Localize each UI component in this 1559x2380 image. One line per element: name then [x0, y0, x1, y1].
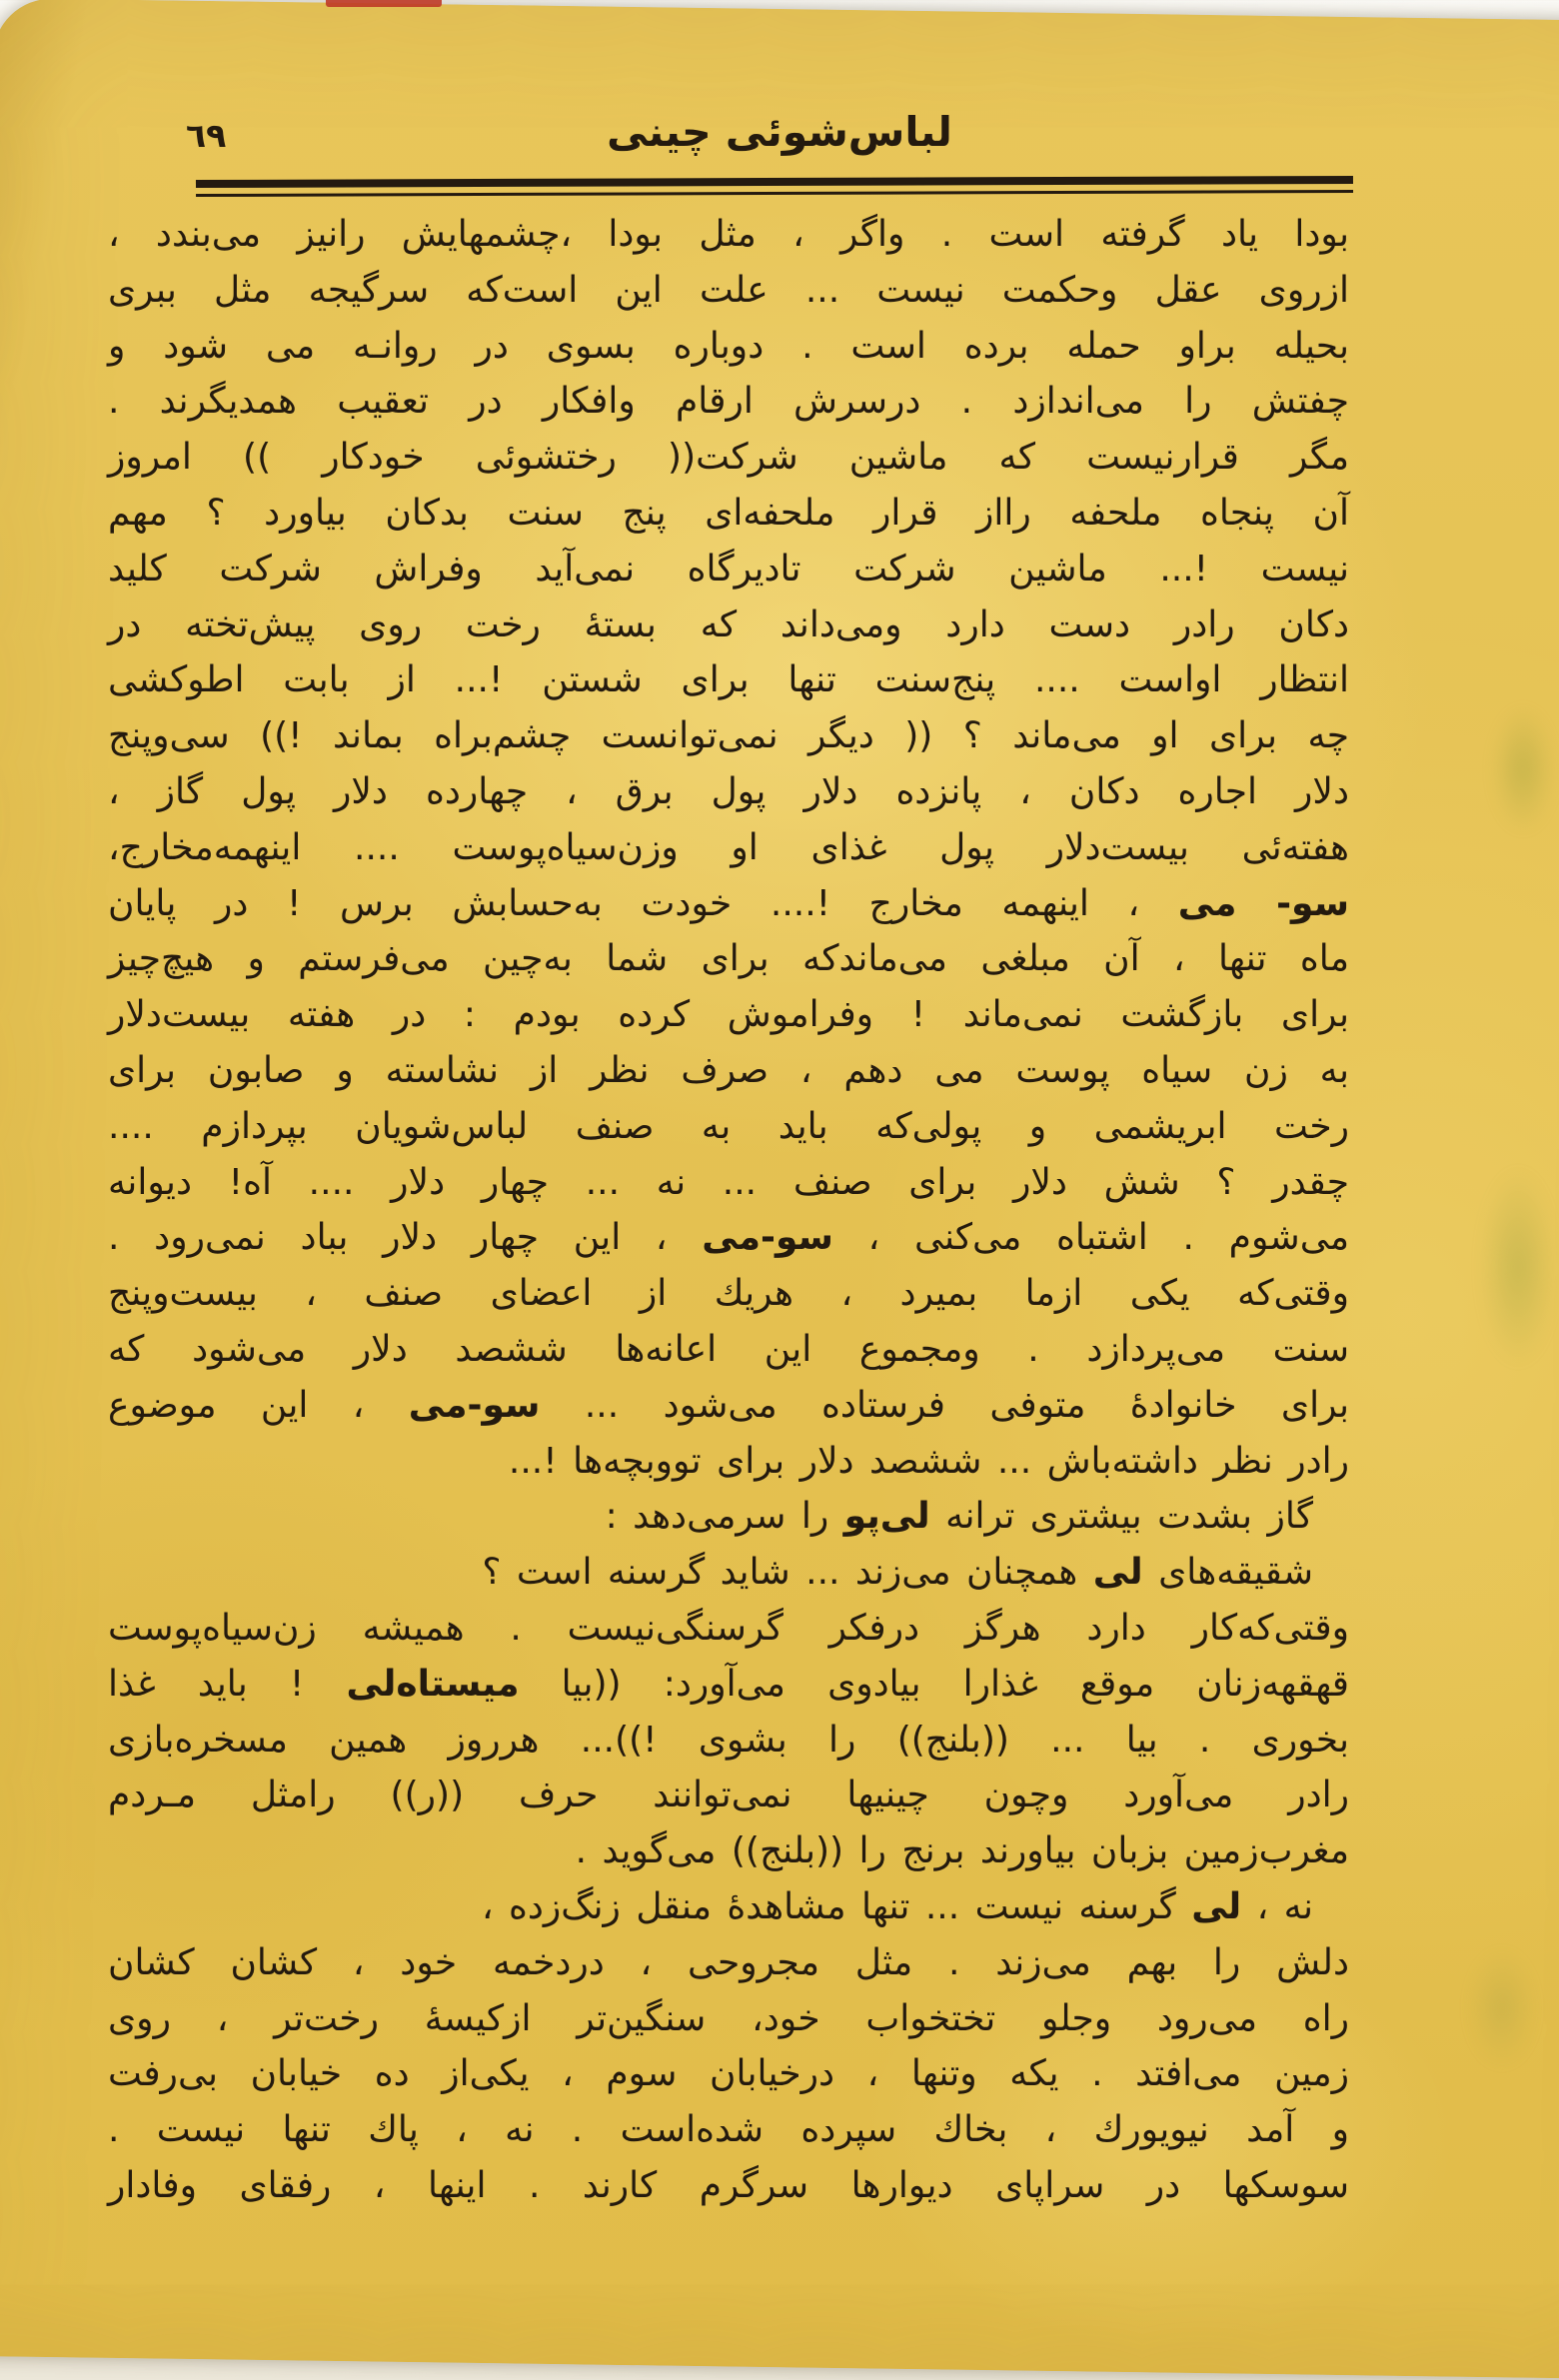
- text-segment: ، این موضوع: [108, 1384, 409, 1426]
- page-number: ٦٩: [186, 116, 227, 155]
- text-line: [108, 1378, 1349, 1434]
- page-title: لباس‌شوئی چینی: [607, 108, 952, 156]
- text-line: [108, 542, 1349, 597]
- text-line: [108, 1489, 1349, 1545]
- text-line: [108, 652, 1349, 708]
- text-segment: و آمد نیویورك ، بخاك سپرده شده‌است . نه ، پاك تنها نیست .: [108, 2109, 1349, 2151]
- text-segment: زمین می‌افتد . یکه وتنها ، درخیابان سوم ، یکی‌از ده خیابان بی‌رفت: [108, 2053, 1349, 2095]
- text-segment: ، اینهمه مخارج !.... خودت به‌حسابش برس ! در پایان: [108, 882, 1178, 924]
- text-line: [108, 1657, 1349, 1713]
- text-segment: راه می‌رود وجلو تختخواب خود، سنگین‌تر ازکیسهٔ رخت‌تر ، روی: [108, 1997, 1349, 2039]
- text-segment: همچنان می‌زند ... شاید گرسنه است ؟: [482, 1552, 1093, 1594]
- text-line: [108, 1991, 1349, 2047]
- text-line: [108, 1210, 1349, 1266]
- text-line: [108, 1155, 1349, 1211]
- text-line: [108, 207, 1349, 263]
- text-segment: می‌شوم . اشتباه می‌کنی ،: [832, 1217, 1350, 1259]
- body-text: [108, 207, 1349, 2214]
- text-segment: شقیقه‌های: [1142, 1552, 1313, 1594]
- text-line: [108, 1322, 1349, 1378]
- text-line: [108, 374, 1349, 430]
- text-line: [108, 597, 1349, 653]
- text-line: [108, 1768, 1349, 1823]
- text-segment: ماه تنها ، آن مبلغی می‌ماندکه برای شما به‌چین می‌فرستم و هیچ‌چیز: [108, 938, 1349, 980]
- text-line: [108, 1434, 1349, 1490]
- text-segment: سنت می‌پردازد . ومجموع این اعانه‌ها ششصد دلار می‌شود که: [108, 1328, 1349, 1370]
- text-segment: گاز بشدت بیشتری ترانه: [929, 1496, 1313, 1538]
- emphasized-word: لی: [1092, 1552, 1143, 1594]
- emphasized-word: لی‌پو: [843, 1496, 930, 1538]
- text-segment: ! باید غذا: [108, 1663, 347, 1705]
- emphasized-word: میستاه‌لی: [346, 1663, 520, 1705]
- text-segment: را سرمی‌دهد :: [605, 1496, 844, 1538]
- text-line: [108, 2046, 1349, 2102]
- text-segment: دلار اجاره دکان ، پانزده دلار پول برق ، چهارده دلار پول گاز ،: [108, 770, 1349, 812]
- text-segment: برای خانوادهٔ متوفی فرستاده می‌شود ...: [540, 1384, 1349, 1426]
- text-segment: رخت ابریشمی و پولی‌که باید به صنف لباس‌شویان بپردازم ....: [108, 1105, 1349, 1147]
- text-line: [108, 486, 1349, 542]
- text-segment: ، این چهار دلار بباد نمی‌رود .: [108, 1217, 703, 1259]
- text-segment: وقتی‌که یکی ازما بمیرد ، هریك از اعضای صنف ، بیست‌وپنج: [108, 1273, 1349, 1315]
- text-line: [108, 319, 1349, 375]
- header-rule: [196, 176, 1353, 197]
- text-line: [108, 764, 1349, 820]
- text-segment: قهقهه‌زنان موقع غذارا بیادوی می‌آورد: ((بیا: [519, 1663, 1349, 1705]
- text-segment: رادر نظر داشته‌باش ... ششصد دلار برای تووبچه‌ها !...: [508, 1440, 1349, 1482]
- text-segment: دکان رادر دست دارد ومی‌داند که بستهٔ رخت روی پیش‌تخته در: [108, 603, 1349, 645]
- text-segment: آن پنجاه ملحفه رااز قرار ملحفه‌ای پنج سنت بدکان بیاورد ؟ مهم: [108, 492, 1349, 534]
- text-segment: مگر قرارنیست که ماشین شرکت(( رختشوئی خودکار )) امروز: [108, 437, 1349, 479]
- emphasized-word: سو-می: [408, 1384, 541, 1426]
- text-segment: ازروی عقل وحکمت نیست ... علت این است‌که سرگیجه مثل ببری: [108, 269, 1349, 311]
- text-segment: گرسنه نیست ... تنها مشاهدهٔ منقل زنگ‌زده ،: [481, 1885, 1192, 1927]
- text-segment: برای بازگشت نمی‌ماند ! وفراموش کرده بودم : در هفته بیست‌دلار: [108, 994, 1349, 1036]
- text-line: [108, 1601, 1349, 1657]
- text-line: [108, 1043, 1349, 1099]
- text-segment: رادر می‌آورد وچون چینیها نمی‌توانند حرف ((ر)) رامثل مـردم: [108, 1775, 1349, 1816]
- text-line: [108, 1935, 1349, 1991]
- text-line: [108, 1545, 1349, 1601]
- text-line: [108, 1713, 1349, 1769]
- text-line: [108, 876, 1349, 932]
- text-segment: نه ،: [1241, 1885, 1313, 1927]
- text-segment: بحیله براو حمله برده است . دوباره بسوی در روانـه می شود و: [108, 325, 1349, 367]
- text-line: [108, 1879, 1349, 1935]
- text-line: [108, 2158, 1349, 2214]
- text-line: [108, 708, 1349, 764]
- emphasized-word: لی: [1191, 1885, 1242, 1927]
- text-segment: چفتش را می‌اندازد . درسرش ارقام وافکار در تعقیب همدیگرند .: [108, 381, 1349, 423]
- text-line: [108, 430, 1349, 486]
- text-segment: چه برای او می‌ماند ؟ (( دیگر نمی‌توانست چشم‌براه بماند !)) سی‌وپنج: [108, 715, 1349, 757]
- text-segment: هفته‌ئی بیست‌دلار پول غذای او وزن‌سیاه‌پوست .... اینهمه‌مخارج،: [108, 826, 1349, 868]
- text-line: [108, 987, 1349, 1043]
- text-segment: مغرب‌زمین بزبان بیاورند برنج را ((بلنج)) می‌گوید .: [575, 1830, 1349, 1872]
- text-segment: انتظار اواست .... پنج‌سنت تنها برای شستن !... از بابت اطوکشی: [108, 659, 1349, 701]
- emphasized-word: سو- می: [1177, 882, 1349, 924]
- emphasized-word: سو-می: [702, 1217, 833, 1259]
- text-line: [108, 263, 1349, 319]
- text-segment: سوسکها در سراپای دیوارها سرگرم کارند . اینها ، رفقای وفادار: [108, 2164, 1349, 2206]
- text-segment: دلش را بهم می‌زند . مثل مجروحی ، دردخمه خود ، کشان کشان: [108, 1941, 1349, 1983]
- text-line: [108, 1266, 1349, 1322]
- text-segment: بخوری . بیا ... ((بلنج)) را بشوی !))... هرروز همین مسخره‌بازی: [108, 1719, 1349, 1761]
- text-segment: بودا یاد گرفته است . واگر ، مثل بودا ،چشمهایش رانیز می‌بندد ،: [108, 214, 1349, 255]
- text-segment: به زن سیاه پوست می دهم ، صرف نظر از نشاسته و صابون برای: [108, 1049, 1349, 1091]
- text-line: [108, 931, 1349, 987]
- text-segment: وقتی‌که‌کار دارد هرگز درفکر گرسنگی‌نیست . همیشه زن‌سیاه‌پوست: [108, 1607, 1349, 1649]
- text-line: [108, 2102, 1349, 2158]
- text-line: [108, 1823, 1349, 1879]
- text-line: [108, 820, 1349, 876]
- text-segment: چقدر ؟ شش دلار برای صنف ... نه ... چهار دلار .... آه! دیوانه: [108, 1161, 1349, 1203]
- text-segment: نیست !... ماشین شرکت تادیرگاه نمی‌آید وفراش شرکت کلید: [108, 548, 1349, 590]
- text-line: [108, 1099, 1349, 1155]
